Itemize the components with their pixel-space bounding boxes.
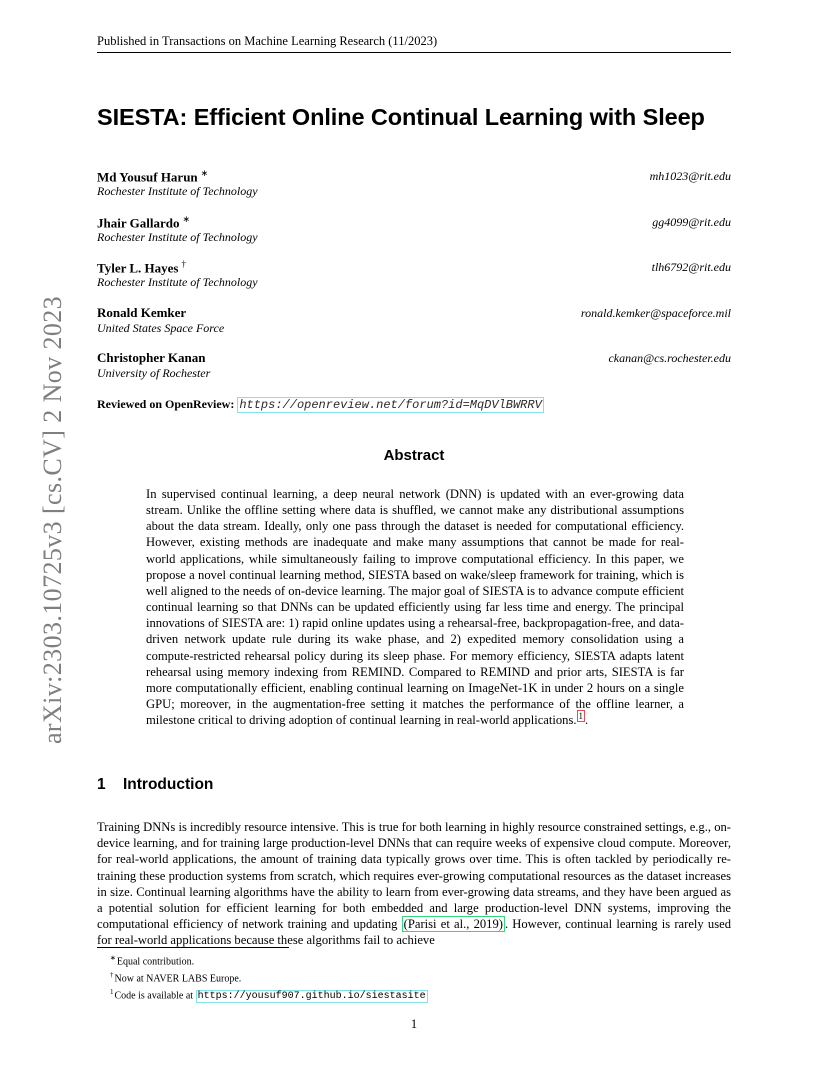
footnote-mark: ∗ — [110, 954, 116, 962]
author-affiliation: University of Rochester — [97, 366, 211, 380]
author-email[interactable]: ckanan@cs.rochester.edu — [608, 351, 731, 365]
author-affiliation: Rochester Institute of Technology — [97, 275, 258, 289]
author-block — [97, 168, 731, 202]
author-mark: ∗ — [182, 214, 191, 224]
abstract-end: . — [585, 713, 589, 728]
abstract-text: In supervised continual learning, a deep neural network (DNN) is updated with an ever-growing data stream. Unlike the offline setting where data is shuffled, we cannot make any distributional assumptions about the data stream. Ideally, only one pass through the dataset is needed for computational efficiency. However, existing methods are inadequate and make many assumptions that cannot be made for real-world applications, while simultaneously failing to improve computational efficiency. In this paper, we propose a novel continual learning method, SIESTA based on wake/sleep framework for training, which is well aligned to the needs of on-device learning. The major goal of SIESTA is to advance compute efficient continual learning so that DNNs can be updated efficiently using far less time and energy. The principal innovations of SIESTA are: 1) rapid online updates using a rehearsal-free, backpropagation-free, and data-driven network update rule during its wake phase, and 2) expedited memory consolidation using a compute-restricted rehearsal policy during its sleep phase. For memory efficiency, SIESTA adapts latent rehearsal using memory indexing from REMIND. Compared to REMIND and prior arts, SIESTA is far more computationally efficient, enabling continual learning on ImageNet-1K in under 2 hours on a single GPU; moreover, in the augmentation-free setting it matches the performance of the offline learner, a milestone critical to driving adoption of continual learning in real-world applications. — [146, 487, 684, 728]
footnote-mark: † — [110, 970, 114, 979]
footnote-mark: 1 — [110, 987, 114, 996]
page-number: 1 — [410, 1017, 418, 1031]
footnote-rule — [97, 947, 289, 948]
abstract-heading: Abstract — [383, 447, 445, 464]
introduction-body — [97, 819, 731, 949]
author-email[interactable]: tlh6792@rit.edu — [651, 260, 731, 274]
running-head: Published in Transactions on Machine Learning Research (11/2023) — [97, 34, 438, 48]
author-block — [97, 305, 731, 339]
code-link[interactable]: https://yousuf907.github.io/siestasite — [197, 990, 426, 1002]
author-block — [97, 259, 731, 293]
author-email[interactable]: gg4099@rit.edu — [652, 215, 731, 229]
footnote-ref[interactable]: 1 — [578, 711, 584, 721]
footnotes — [110, 952, 428, 1003]
author-affiliation: Rochester Institute of Technology — [97, 184, 258, 198]
author-mark: ∗ — [200, 168, 209, 178]
openreview-link[interactable]: https://openreview.net/forum?id=MqDVlBWRRV — [239, 398, 542, 412]
review-line — [97, 397, 544, 412]
author-name: Md Yousuf Harun — [97, 169, 198, 185]
author-affiliation: Rochester Institute of Technology — [97, 230, 258, 244]
intro-text-continued: . However, continual learning is rarely used for real-world applications because these algorithms fail to achieve — [97, 917, 731, 948]
author-name: Jhair Gallardo — [97, 215, 180, 231]
author-email[interactable]: ronald.kemker@spaceforce.mil — [580, 306, 731, 320]
author-email[interactable]: mh1023@rit.edu — [649, 169, 731, 183]
footnote — [110, 986, 428, 1004]
footnote-text: Equal contribution. — [116, 956, 195, 968]
footnote-text: Now at NAVER LABS Europe. — [114, 973, 242, 985]
footnote — [110, 952, 428, 969]
header-rule — [97, 52, 731, 53]
citation-link[interactable]: (Parisi et al., 2019) — [403, 917, 503, 932]
author-block — [97, 214, 731, 248]
intro-text: Training DNNs is incredibly resource intensive. This is true for both learning in highly resource constrained settings, e.g., on-device learning, and for training large production-level DNNs that can require weeks of expensive cloud compute. Moreover, for real-world applications, the amount of training data typically grows over time. This is often tackled by periodically re-training these production systems from scratch, which requires ever-growing computational resources as the dataset increases in size. Continual learning algorithms have the ability to learn from ever-growing data streams, and they have been argued as a potential solution for efficient learning for both embedded and large production-level DNN systems, improving the computational efficiency of network training and updating — [97, 820, 731, 932]
paper-title: SIESTA: Efficient Online Continual Learning with Sleep — [97, 104, 705, 130]
section-heading — [97, 776, 213, 794]
section-number: 1 — [97, 776, 106, 793]
section-title: Introduction — [123, 776, 214, 793]
abstract-body — [146, 486, 684, 728]
author-name: Christopher Kanan — [97, 350, 206, 365]
footnote-text: Code is available at — [114, 989, 196, 1001]
author-mark: † — [181, 259, 186, 269]
author-name: Tyler L. Hayes — [97, 260, 179, 276]
footnote — [110, 969, 428, 986]
arxiv-side-identifier: arXiv:2303.10725v3 [cs.CV] 2 Nov 2023 — [38, 295, 67, 745]
author-affiliation: United States Space Force — [97, 321, 225, 335]
review-label: Reviewed on OpenReview: — [97, 397, 235, 411]
author-name: Ronald Kemker — [97, 305, 187, 320]
author-block — [97, 350, 731, 384]
